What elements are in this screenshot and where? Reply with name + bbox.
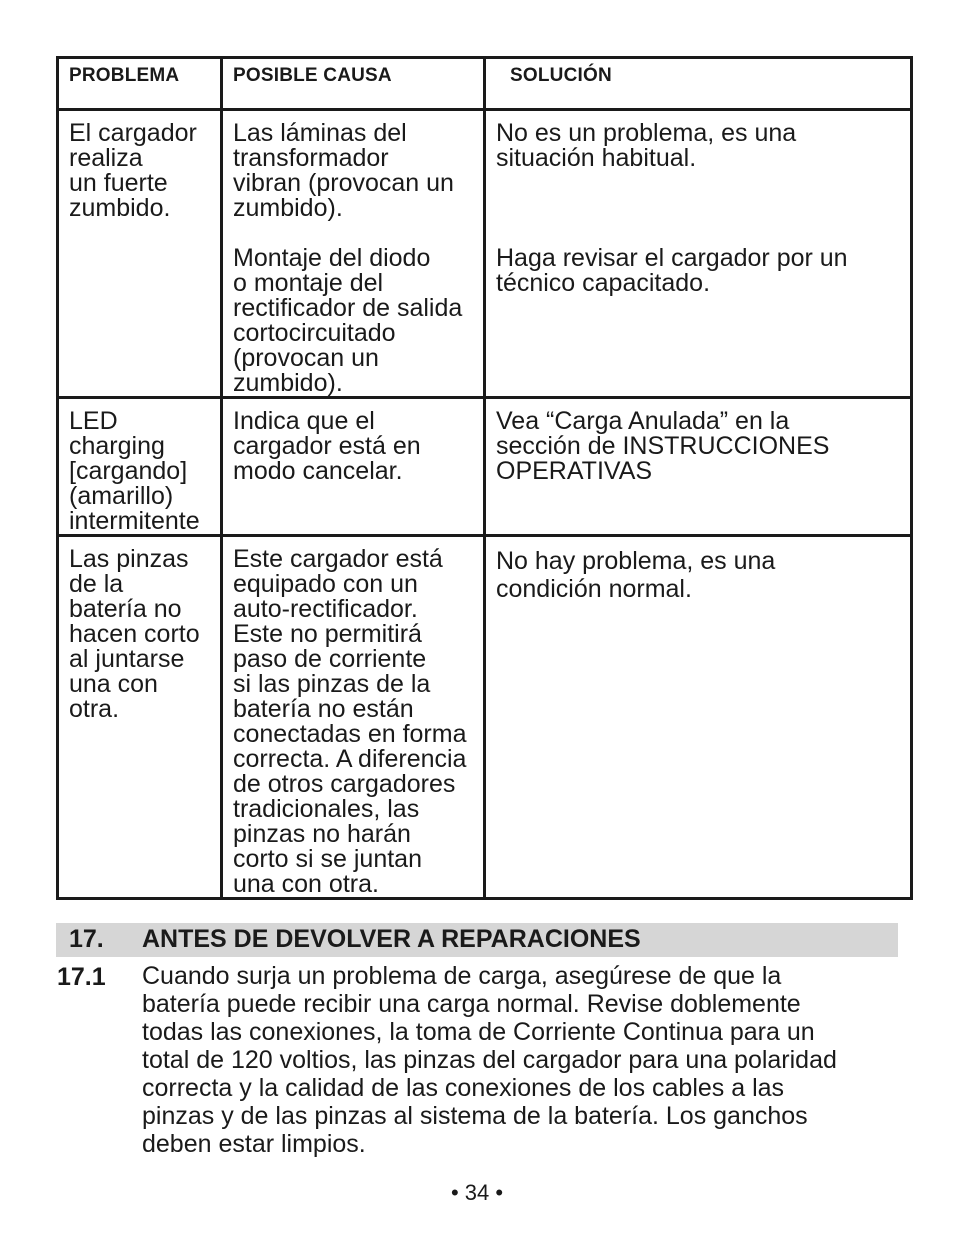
solution-text: No hay problema, es una condición normal. <box>496 547 776 603</box>
cause-text: Indica que el cargador está en modo cancelar. <box>233 407 421 485</box>
table-header-row <box>58 58 912 110</box>
subsection-number: 17.1 <box>57 963 106 991</box>
solution-cell <box>485 536 912 899</box>
table-row <box>58 536 912 899</box>
cause-text: Montaje del diodo o montaje del rectificador de salida cortocircuitado (provocan un zumbido). <box>233 244 463 397</box>
cause-text: Las láminas del transformador vibran (provocan un zumbido). <box>233 119 454 222</box>
solution-cell <box>485 110 912 398</box>
cause-text: Este cargador está equipado con un auto-rectificador. Este no permitirá paso de corriente si las pinzas de la batería no están conectadas en forma correcta. A diferencia de otros cargadores tradicionales, las pinzas no harán corto si se juntan una con otra. <box>233 545 467 898</box>
subsection-paragraph: Cuando surja un problema de carga, asegúrese de que la batería puede recibir una carga normal. Revise doblemente todas las conexiones, la toma de Corriente Continua para un total de 120 voltios, las pinzas del cargador para una polaridad correcta y la calidad de las conexiones de los cables a las pinzas y de las pinzas al sistema de la batería. Los ganchos deben estar limpios. <box>142 962 837 1158</box>
problem-cell <box>58 398 222 536</box>
problem-cell <box>58 536 222 899</box>
troubleshooting-table <box>56 56 913 900</box>
page-number: • 34 • <box>450 1180 504 1205</box>
section-title: ANTES DE DEVOLVER A REPARACIONES <box>142 925 641 953</box>
header-solucion: SOLUCIÓN <box>485 58 912 110</box>
table-row <box>58 398 912 536</box>
problem-text: El cargador realiza un fuerte zumbido. <box>69 119 197 222</box>
problem-cell <box>58 110 222 398</box>
solution-text: No es un problema, es una situación habitual. <box>496 119 797 172</box>
cause-cell <box>222 536 485 899</box>
solution-text: Vea “Carga Anulada” en la sección de INSTRUCCIONES OPERATIVAS <box>496 407 830 485</box>
solution-cell <box>485 398 912 536</box>
cause-cell <box>222 110 485 398</box>
cause-cell <box>222 398 485 536</box>
section-number: 17. <box>69 925 104 953</box>
problem-text: LED charging [cargando] (amarillo) intermitente <box>69 407 200 535</box>
header-posible-causa: POSIBLE CAUSA <box>222 58 485 110</box>
solution-text: Haga revisar el cargador por un técnico capacitado. <box>496 244 848 297</box>
table-row <box>58 110 912 398</box>
problem-text: Las pinzas de la batería no hacen corto al juntarse una con otra. <box>69 545 200 723</box>
header-problema: PROBLEMA <box>58 58 222 110</box>
